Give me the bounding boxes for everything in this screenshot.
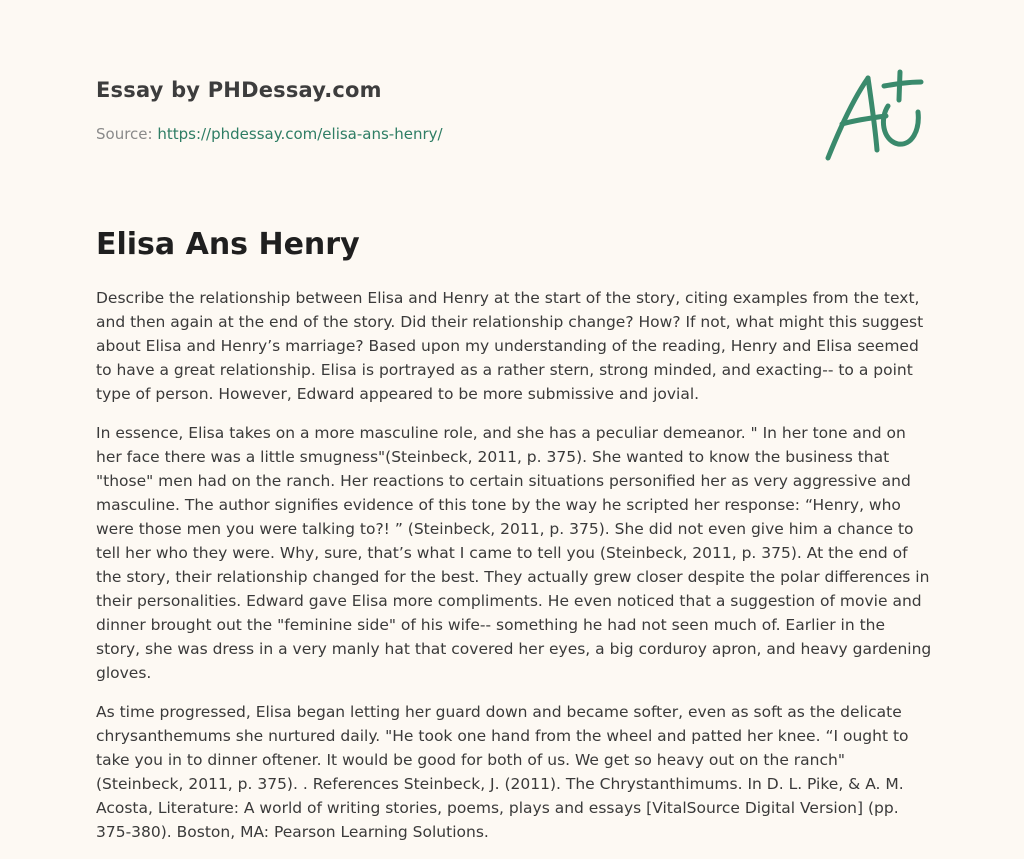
essay-paragraph: In essence, Elisa takes on a more masculine role, and she has a peculiar demeanor. " In her tone and on her face there was a little smugness"(Steinbeck, 2011, p. 375). She wanted to know the business that "those" men had on the ranch. Her reactions to certain situations personified her as very aggressive and masculine. The author signifies evidence of this tone by the way he scripted her response: “Henry, who were those men you were talking to?! ” (Steinbeck, 2011, p. 375). She did not even give him a chance to tell her who they were. Why, sure, that’s what I came to tell you (Steinbeck, 2011, p. 375). At the end of the story, their relationship changed for the best. They actually grew closer despite the polar differences in their personalities. Edward gave Elisa more compliments. He even noticed that a suggestion of movie and dinner brought out the "feminine side" of his wife-- something he had not seen much of. Earlier in the story, she was dress in a very manly hat that covered her eyes, a big corduroy apron, and heavy gardening gloves. bbox=[96, 424, 932, 682]
essay-paragraph: Describe the relationship between Elisa and Henry at the start of the story, citing examples from the text, and then again at the end of the story. Did their relationship change? How? If not, what might this suggest about Elisa and Henry’s marriage? Based upon my understanding of the reading, Henry and Elisa seemed to have a great relationship. Elisa is portrayed as a rather stern, strong minded, and exacting-- to a point type of person. However, Edward appeared to be more submissive and jovial. bbox=[96, 289, 924, 403]
essay-paragraph: As time progressed, Elisa began letting her guard down and became softer, even as soft as the delicate chrysanthemums she nurtured daily. "He took one hand from the wheel and patted her knee. “I ought to take you in to dinner oftener. It would be good for both of us. We get so heavy out on the ranch"(Steinbeck, 2011, p. 375). . References Steinbeck, J. (2011). The Chrystanthimums. In D. L. Pike, & A. M. Acosta, Literature: A world of writing stories, poems, plays and essays [VitalSource Digital Version] (pp. 375-380). Boston, MA: Pearson Learning Solutions. bbox=[96, 703, 909, 841]
site-brand: Essay by PHDessay.com bbox=[96, 78, 382, 102]
page-header bbox=[96, 76, 796, 144]
essay-title: Elisa Ans Henry bbox=[96, 227, 360, 262]
source-label: Source: bbox=[96, 125, 158, 143]
source-line bbox=[96, 124, 796, 144]
essay-body bbox=[96, 286, 932, 859]
a-plus-grade-icon bbox=[820, 66, 930, 166]
source-link[interactable]: https://phdessay.com/elisa-ans-henry/ bbox=[157, 125, 443, 143]
